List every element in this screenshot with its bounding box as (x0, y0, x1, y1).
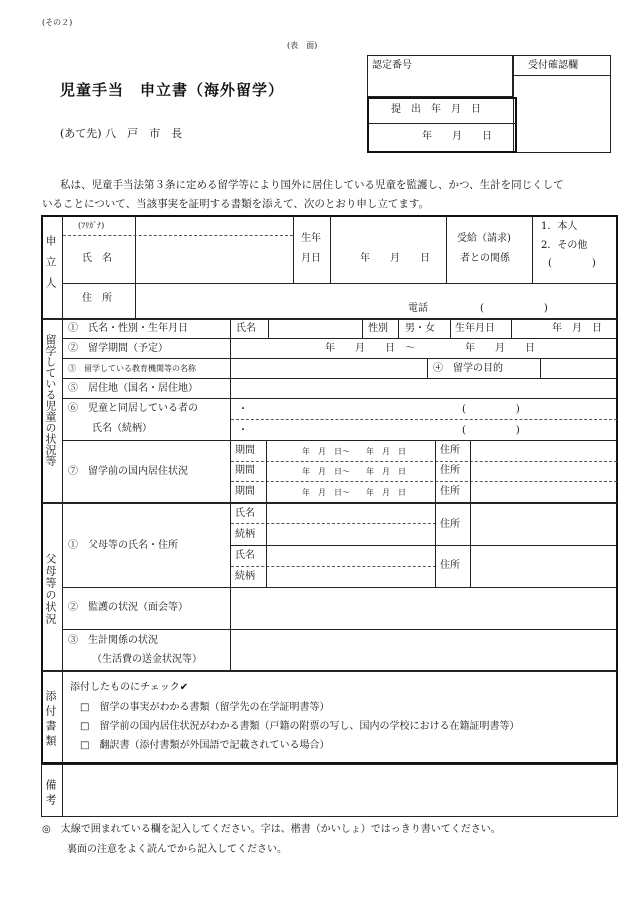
section-attachments: 添付書類 (44, 690, 57, 750)
study-purpose-label: ④ 留学の目的 (433, 363, 503, 374)
v-r7-period (266, 440, 267, 502)
cohabitant-bullet-2[interactable]: ・ (238, 425, 248, 436)
phone-label: 電話 (408, 303, 428, 314)
section-divider-3 (42, 670, 617, 672)
livelihood-label-2: （生活費の送金状況等） (92, 654, 202, 665)
r7-addr-label-3: 住所 (440, 486, 460, 497)
v-relation-opts (532, 216, 533, 283)
study-purpose-input[interactable] (541, 359, 616, 377)
cohabitant-paren-1[interactable]: ( ) (462, 404, 520, 415)
section-remarks: 備考 (44, 779, 57, 809)
child-row-5 (63, 440, 617, 441)
page-side: (表 面) (287, 41, 318, 50)
attachment-item-3[interactable]: □ 翻訳書（添付書類が外国語で記載されている場合） (80, 740, 330, 751)
r7-period-range-1[interactable]: 年 月 日～ 年 月 日 (302, 447, 406, 456)
cohabitant-bullet-1[interactable]: ・ (238, 404, 248, 415)
footer-note-2: 裏面の注意をよく読んでから記入してください。 (67, 844, 287, 855)
furigana-input[interactable] (136, 217, 292, 234)
r7-period-range-2[interactable]: 年 月 日～ 年 月 日 (302, 467, 406, 476)
residence-label: ⑤ 居住地（国名・居住地） (68, 383, 198, 394)
livelihood-label-1: ③ 生計関係の状況 (68, 635, 158, 646)
parents-dash-1 (231, 523, 436, 524)
child-row-1 (63, 338, 617, 339)
parent1-addr-label: 住所 (440, 519, 460, 530)
v-child-sex-opts (398, 319, 399, 338)
pre-study-residence-label: ⑦ 留学前の国内居住状況 (68, 466, 188, 477)
r7-period-label-1: 期間 (235, 445, 255, 456)
cert-number-label: 認定番号 (372, 60, 412, 71)
v-r7-addr (435, 440, 436, 502)
parents-mid (231, 545, 617, 546)
v-parents-label (266, 503, 267, 587)
relation-label-2: 者との関係 (460, 253, 510, 264)
residence-input[interactable] (231, 379, 616, 397)
v-purpose (427, 358, 428, 378)
child-name-sex-dob-label: ① 氏名・性別・生年月日 (68, 323, 188, 334)
v-child-dob (450, 319, 451, 338)
v-parents-addr-value (470, 503, 471, 587)
section-applicant: 申立人 (44, 235, 57, 298)
receipt-label: 受付確認欄 (528, 60, 578, 71)
child-row-7-dash-2 (231, 481, 617, 482)
cohabitant-paren-2[interactable]: ( ) (462, 425, 520, 436)
v-relation-left (446, 216, 447, 283)
relation-label-1: 受給（請求) (457, 233, 511, 244)
parent2-name-label: 氏名 (235, 550, 255, 561)
furigana-label: (ﾌﾘｶﾞﾅ) (78, 221, 105, 230)
custody-input[interactable] (231, 588, 616, 628)
attachments-prompt: 添付したものにチェック✔ (70, 682, 189, 693)
r7-addr-label-1: 住所 (440, 445, 460, 456)
child-row-6-dash (231, 419, 617, 420)
parent2-addr-label: 住所 (440, 560, 460, 571)
child-dob-value[interactable]: 年 月 日 (552, 323, 602, 334)
v-child-sex (362, 319, 363, 338)
v-parents-addr (435, 503, 436, 587)
livelihood-input[interactable] (231, 630, 616, 669)
page-title: 児童手当 申立書（海外留学） (60, 81, 285, 99)
child-name-input[interactable] (269, 320, 361, 337)
r7-period-label-2: 期間 (235, 465, 255, 476)
submit-date-label: 提 出 年 月 日 (391, 104, 481, 115)
r7-period-label-3: 期間 (235, 486, 255, 497)
address-label: 住 所 (82, 293, 112, 304)
child-sex-label: 性別 (368, 323, 388, 334)
child-dob-label: 生年月日 (455, 323, 495, 334)
cohabitant-label-2: 氏名（続柄） (92, 423, 152, 434)
r7-addr-label-2: 住所 (440, 465, 460, 476)
v-child-dob-value (511, 319, 512, 338)
child-row-4 (63, 398, 617, 399)
child-name-label: 氏名 (236, 323, 256, 334)
attachment-item-1[interactable]: □ 留学の事実がわかる書類（留学先の在学証明書等） (80, 702, 330, 713)
child-row-7-dash-1 (231, 461, 617, 462)
section-child: 留学している児童の状況等 (44, 334, 57, 466)
remarks-input[interactable] (63, 765, 617, 816)
parent1-name-label: 氏名 (235, 508, 255, 519)
phone-paren[interactable]: ( ) (480, 303, 548, 314)
section-column-divider (62, 216, 63, 763)
child-sex-options[interactable]: 男・女 (405, 323, 435, 334)
v-birth-label (330, 216, 331, 283)
applicant-name-input[interactable] (136, 236, 292, 282)
addressee: (あて先) 八 戸 市 長 (60, 127, 183, 140)
relation-option-other[interactable]: 2．その他 (541, 240, 588, 251)
section-divider-2 (42, 502, 617, 504)
study-period-range[interactable]: 年 月 日 ～ 年 月 日 (325, 343, 535, 354)
v-birth-left (293, 216, 294, 283)
page-number: (その２) (42, 18, 73, 27)
custody-label: ② 監護の状況（面会等） (68, 602, 188, 613)
attachment-item-2[interactable]: □ 留学前の国内居住状況がわかる書類（戸籍の附票の写し、国内の学校における在籍証明書等） (80, 721, 520, 732)
child-label-divider (230, 319, 231, 502)
submit-date-value: 年 月 日 (422, 131, 492, 142)
v-r7-addr-value (470, 440, 471, 502)
birth-date-value[interactable]: 年 月 日 (360, 253, 430, 264)
footer-note-1: ◎ 太線で囲まれている欄を記入してください。字は、楷書（かいしょ）ではっきり書いてください。 (42, 824, 501, 835)
cohabitant-label-1: ⑥ 児童と同居している者の (68, 403, 198, 414)
school-name-label: ③ 留学している教育機関等の名称 (68, 364, 196, 373)
intro-line-1: 私は、児童手当法第３条に定める留学等により国外に居住している児童を監護し、かつ、生計を同じくして (60, 179, 564, 191)
parents-name-addr-label: ① 父母等の氏名・住所 (68, 540, 178, 551)
r7-period-range-3[interactable]: 年 月 日～ 年 月 日 (302, 488, 406, 497)
relation-other-paren[interactable]: ( ) (548, 258, 596, 269)
school-name-input[interactable] (231, 359, 427, 377)
parent2-relation-label: 続柄 (235, 571, 255, 582)
parent1-relation-label: 続柄 (235, 529, 255, 540)
study-period-label: ② 留学期間（予定） (68, 343, 168, 354)
parents-dash-2 (231, 566, 436, 567)
intro-line-2: いることについて、当該事実を証明する書類を添えて、次のとおり申し立てます。 (42, 198, 430, 210)
birth-label-1: 生年 (301, 233, 321, 244)
relation-option-self[interactable]: 1．本人 (541, 221, 578, 232)
birth-label-2: 月日 (301, 253, 321, 264)
receipt-divider (513, 75, 611, 76)
submit-date-divider (369, 123, 515, 124)
section-parents: 父母等の状況 (44, 553, 57, 625)
name-label: 氏 名 (82, 253, 112, 264)
